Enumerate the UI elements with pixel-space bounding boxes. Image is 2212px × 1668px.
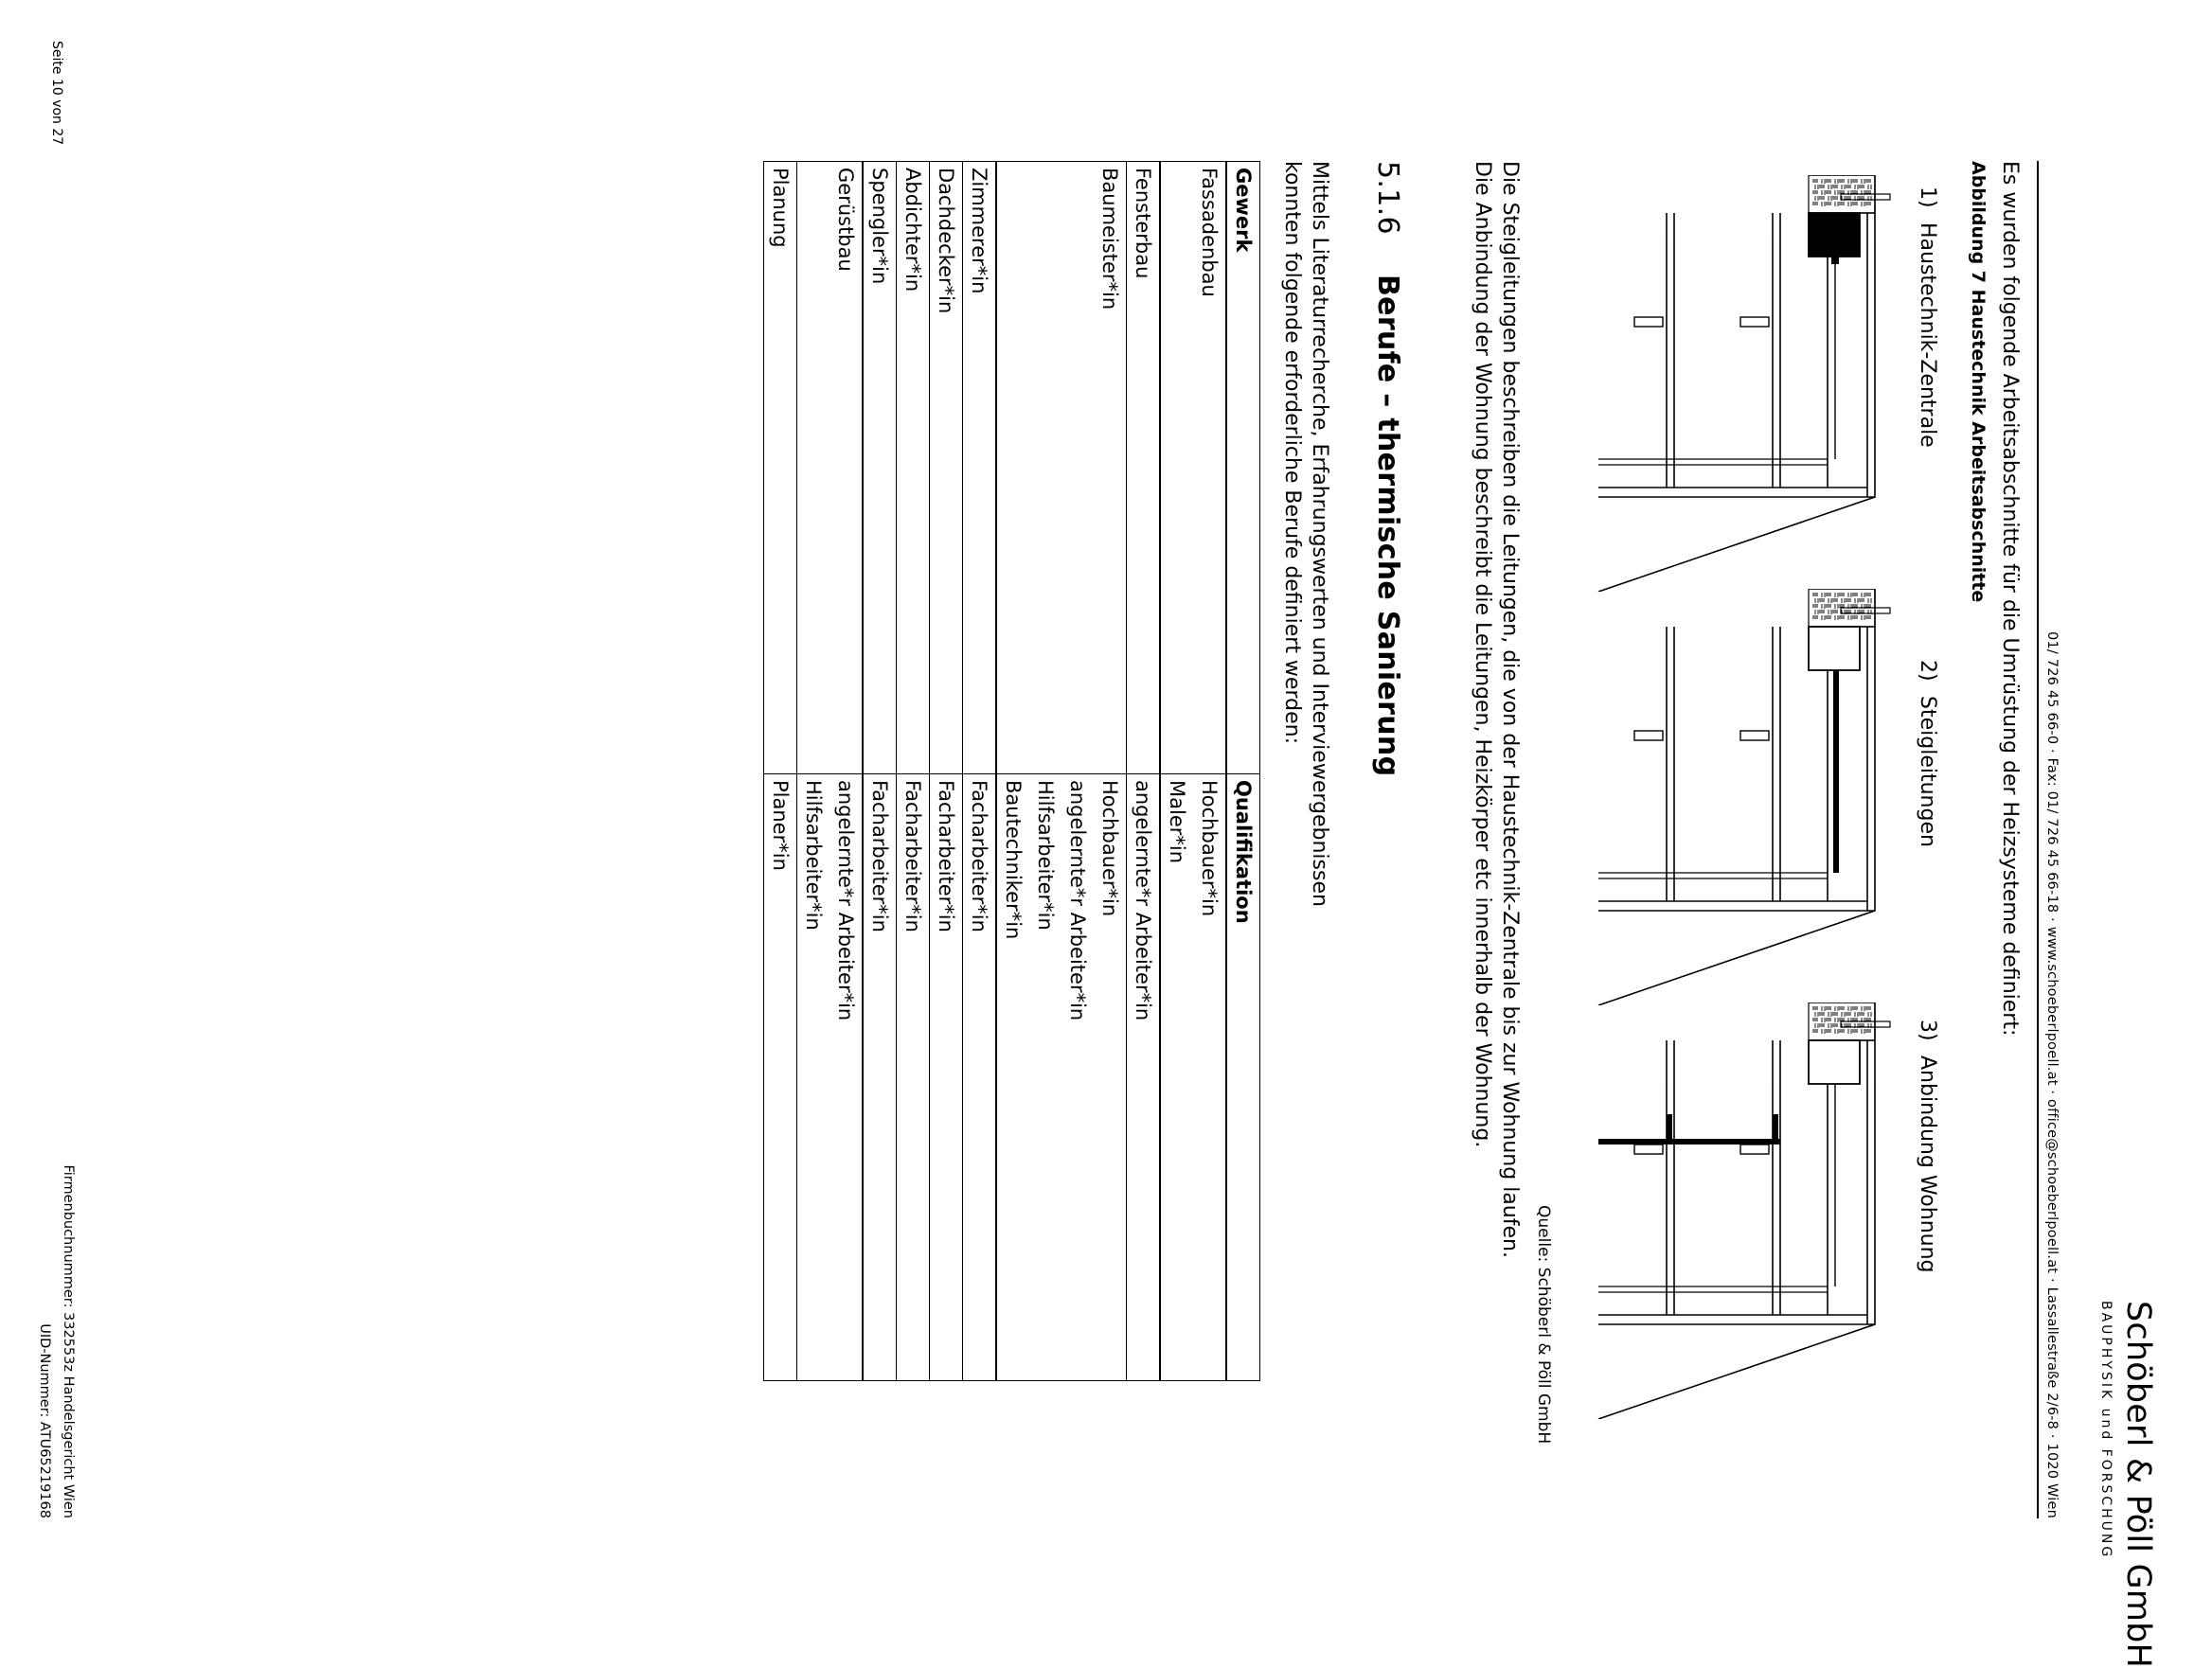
hatch-stroke <box>1842 1012 1845 1017</box>
hatch-stroke <box>1815 1012 1818 1017</box>
riser-outline <box>1598 873 1828 878</box>
qualification-cell: Hilfsarbeiter*in <box>1034 780 1057 931</box>
trade-cell <box>797 162 830 774</box>
figure-caption: Abbildung 7 Haustechnik Arbeitsabschnitte <box>1968 161 1989 603</box>
hatch-stroke <box>1835 593 1838 597</box>
roof-outline <box>1598 213 1875 592</box>
hatch-stroke <box>1819 1024 1825 1026</box>
hatch-stroke <box>1835 190 1838 195</box>
section-intro-paragraph: Mittels Literaturrecherche, Erfahrungswerten und Interviewergebnissen konnten folgende erforderliche Berufe definiert werden: <box>1280 161 1331 907</box>
hatch-stroke <box>1862 179 1864 184</box>
radiator-2-icon <box>1634 1145 1663 1154</box>
hatch-stroke <box>1815 598 1818 603</box>
trade-cell: Abdichter*in <box>897 162 930 774</box>
zentrale-highlight <box>1831 257 1839 264</box>
hatch-stroke <box>1832 197 1838 199</box>
hatch-stroke <box>1835 1018 1838 1022</box>
table-row <box>863 162 897 1381</box>
hatch-stroke <box>1815 1023 1818 1028</box>
trade-cell <box>996 162 1029 774</box>
hatch-stroke <box>1826 191 1831 193</box>
step-3-number: 3) <box>1916 1020 1939 1041</box>
masonry-hatch-icon <box>1812 593 1871 620</box>
radiator-2-icon <box>1634 317 1663 327</box>
page-number: Seite 10 von 27 <box>49 41 64 146</box>
table-row <box>930 162 963 1381</box>
hatch-stroke <box>1832 1013 1838 1015</box>
hatch-stroke <box>1852 594 1858 595</box>
hatch-stroke <box>1848 202 1851 206</box>
hatch-stroke <box>1865 1019 1871 1020</box>
riser-outline <box>1598 459 1828 465</box>
anbindung-branch-1 <box>1773 1114 1778 1143</box>
hatch-stroke <box>1812 203 1818 204</box>
intro-paragraph: Es wurden folgende Arbeitsabschnitte für die Umrüstung der Heizsysteme definiert: <box>1998 161 2022 1037</box>
hatch-stroke <box>1855 185 1858 189</box>
hatch-stroke <box>1848 1029 1851 1034</box>
hatch-stroke <box>1828 1023 1831 1028</box>
header-gewerk: Gewerk <box>1226 162 1260 774</box>
boiler-icon <box>1809 1040 1860 1084</box>
step-1-label: Haustechnik-Zentrale <box>1916 222 1939 448</box>
hatch-stroke <box>1826 180 1831 182</box>
register-line-1: Firmenbuchnummer: 332553z Handelsgericht Wien <box>61 1164 76 1518</box>
hatch-stroke <box>1826 594 1831 595</box>
qualification-cell: Planer*in <box>764 774 797 1381</box>
anbindung-highlight-2 <box>1598 1139 1674 1145</box>
hatch-stroke <box>1859 1013 1864 1015</box>
company-name: Schöberl & Pöll GmbH <box>2119 1301 2157 1668</box>
hatch-stroke <box>1839 605 1845 607</box>
table-row <box>1029 162 1061 1381</box>
hatch-stroke <box>1862 1029 1864 1034</box>
hatch-stroke <box>1812 1019 1818 1020</box>
hatch-stroke <box>1822 1006 1825 1011</box>
hatch-stroke <box>1819 611 1825 612</box>
hatch-stroke <box>1846 1013 1851 1015</box>
hatch-stroke <box>1852 191 1858 193</box>
hatch-stroke <box>1832 1024 1838 1026</box>
hatch-stroke <box>1812 1030 1818 1032</box>
hatch-stroke <box>1842 185 1845 189</box>
table-row <box>897 162 930 1381</box>
hatch-stroke <box>1848 615 1851 620</box>
hatch-stroke <box>1868 185 1871 189</box>
trade-cell: Zimmerer*in <box>963 162 997 774</box>
hatch-stroke <box>1822 179 1825 184</box>
table-row <box>764 162 797 1381</box>
hatch-stroke <box>1839 1030 1845 1032</box>
hatch-stroke <box>1826 605 1831 607</box>
hatch-stroke <box>1822 593 1825 597</box>
hatch-stroke <box>1828 598 1831 603</box>
hatch-stroke <box>1832 611 1838 612</box>
qualification-cell: Facharbeiter*in <box>963 774 997 1381</box>
trade-cell <box>1061 162 1094 774</box>
floor-2 <box>1667 213 1674 488</box>
steigleitung-highlight <box>1833 670 1839 873</box>
header-divider <box>2037 161 2039 1518</box>
hatch-stroke <box>1828 610 1831 614</box>
qualification-cell: Facharbeiter*in <box>930 774 963 1381</box>
hatch-stroke <box>1852 616 1858 618</box>
diagram-steigleitungen <box>1570 589 1894 1005</box>
anbindung-highlight-1 <box>1670 1139 1780 1145</box>
hatch-stroke <box>1865 191 1871 193</box>
masonry-hatch-icon <box>1812 1006 1871 1034</box>
body-paragraph: Die Steigleitungen beschreiben die Leitungen, die von der Haustechnik-Zentrale bis zur Wohnung laufen. Die Anbindung der Wohnung beschreibt die Leitungen, Heizkörper etc innerhalb der Wohnung. <box>1471 161 1522 1258</box>
hatch-stroke <box>1832 599 1838 601</box>
hatch-stroke <box>1852 1007 1858 1009</box>
hatch-stroke <box>1822 190 1825 195</box>
register-line-2: UID-Nummer: ATU65219168 <box>37 1323 52 1518</box>
hatch-stroke <box>1852 605 1858 607</box>
hatch-stroke <box>1822 202 1825 206</box>
hatch-stroke <box>1865 203 1871 204</box>
hatch-stroke <box>1826 203 1831 204</box>
hatch-stroke <box>1822 604 1825 609</box>
table-row <box>1061 162 1094 1381</box>
hatch-stroke <box>1812 191 1818 193</box>
qualification-cell: Hilfsarbeiter*in <box>797 774 830 1381</box>
hatch-stroke <box>1852 1019 1858 1020</box>
radiator-1-icon <box>1740 317 1769 327</box>
step-3 <box>1916 1020 1939 1273</box>
section-heading <box>1371 161 1404 776</box>
hatch-stroke <box>1835 615 1838 620</box>
boiler-icon <box>1809 627 1860 670</box>
section-number: 5.1.6 <box>1371 161 1404 235</box>
hatch-stroke <box>1848 179 1851 184</box>
trade-cell: Planung <box>764 162 797 774</box>
company-logo <box>2098 1301 2157 1668</box>
table-row <box>963 162 997 1381</box>
floor-1 <box>1773 213 1780 488</box>
hatch-stroke <box>1812 180 1818 182</box>
hatch-stroke <box>1812 605 1818 607</box>
table-row <box>797 162 830 1381</box>
trade-cell: Baumeister*in <box>1094 162 1127 774</box>
floor-2 <box>1667 627 1674 901</box>
hatch-stroke <box>1865 1030 1871 1032</box>
trade-cell <box>1029 162 1061 774</box>
hatch-stroke <box>1822 1029 1825 1034</box>
qualification-cell: Hochbauer*in <box>1198 780 1221 917</box>
qualification-cell: Maler*in <box>1160 774 1193 1381</box>
hatch-stroke <box>1855 598 1858 603</box>
hatch-stroke <box>1848 1006 1851 1011</box>
anbindung-branch-2 <box>1667 1114 1672 1143</box>
table-row <box>1193 162 1226 1381</box>
hatch-stroke <box>1846 599 1851 601</box>
step-3-label: Anbindung Wohnung <box>1916 1056 1939 1273</box>
section-title: Berufe – thermische Sanierung <box>1371 275 1404 777</box>
table-row <box>996 162 1029 1381</box>
roof-outline <box>1598 1040 1875 1419</box>
qualification-cell: Bautechniker*in <box>996 774 1029 1381</box>
professions-table <box>763 161 1260 1381</box>
hatch-stroke <box>1826 1030 1831 1032</box>
qualification-cell: angelernte*r Arbeiter*in <box>834 780 857 1021</box>
hatch-stroke <box>1839 191 1845 193</box>
hatch-stroke <box>1862 1006 1864 1011</box>
hatch-stroke <box>1862 593 1864 597</box>
hatch-stroke <box>1852 180 1858 182</box>
hatch-stroke <box>1859 186 1864 187</box>
hatch-stroke <box>1862 615 1864 620</box>
hatch-stroke <box>1846 186 1851 187</box>
riser-outline <box>1598 1286 1828 1292</box>
hatch-stroke <box>1819 1013 1825 1015</box>
masonry-hatch-icon <box>1812 179 1871 206</box>
table-row <box>1127 162 1161 1381</box>
hatch-stroke <box>1868 1012 1871 1017</box>
hatch-stroke <box>1826 1007 1831 1009</box>
diagram-anbindung-wohnung <box>1570 1003 1894 1419</box>
hatch-stroke <box>1852 1030 1858 1032</box>
trade-cell: Fensterbau <box>1127 162 1161 774</box>
hatch-stroke <box>1855 1012 1858 1017</box>
step-2-label: Steigleitungen <box>1916 696 1939 847</box>
hatch-stroke <box>1815 196 1818 201</box>
hatch-stroke <box>1828 196 1831 201</box>
hatch-stroke <box>1865 1007 1871 1009</box>
trade-cell: Spengler*in <box>863 162 897 774</box>
hatch-stroke <box>1828 185 1831 189</box>
hatch-stroke <box>1839 616 1845 618</box>
hatch-stroke <box>1835 1029 1838 1034</box>
hatch-stroke <box>1819 186 1825 187</box>
hatch-stroke <box>1812 616 1818 618</box>
boiler-icon <box>1809 213 1860 257</box>
company-subtitle: BAUPHYSIK und FORSCHUNG <box>2098 1301 2114 1560</box>
hatch-stroke <box>1835 179 1838 184</box>
figure-source: Quelle: Schöberl & Pöll GmbH <box>1534 1205 1553 1445</box>
hatch-stroke <box>1819 197 1825 199</box>
hatch-stroke <box>1812 594 1818 595</box>
floor-1 <box>1773 1040 1780 1315</box>
hatch-stroke <box>1819 599 1825 601</box>
hatch-stroke <box>1826 616 1831 618</box>
trade-cell: Dachdecker*in <box>930 162 963 774</box>
contact-line: 01/ 726 45 66-0 · Fax: 01/ 726 45 66-18 · www.schoeberlpoell.at · office@schoeberlpoell.at · Lassallestraße 2/6-8 · 1020 Wien <box>2044 631 2060 1518</box>
table-row <box>1094 162 1127 1381</box>
trade-cell: Fassadenbau <box>1193 162 1226 774</box>
step-1 <box>1916 186 1939 448</box>
hatch-stroke <box>1828 1012 1831 1017</box>
step-2 <box>1916 660 1939 847</box>
hatch-stroke <box>1859 599 1864 601</box>
hatch-stroke <box>1839 203 1845 204</box>
hatch-stroke <box>1835 604 1838 609</box>
table-header-row <box>1226 162 1260 1381</box>
qualification-cell: Hochbauer*in <box>1098 780 1121 917</box>
trade-cell: Gerüstbau <box>830 162 863 774</box>
hatch-stroke <box>1848 593 1851 597</box>
floor-2 <box>1667 1040 1674 1315</box>
qualification-cell: angelernte*r Arbeiter*in <box>1066 780 1089 1021</box>
hatch-stroke <box>1865 594 1871 595</box>
hatch-stroke <box>1865 616 1871 618</box>
hatch-stroke <box>1832 186 1838 187</box>
company-register <box>32 966 80 1518</box>
qualification-cell: angelernte*r Arbeiter*in <box>1127 774 1161 1381</box>
hatch-stroke <box>1815 185 1818 189</box>
hatch-stroke <box>1839 1007 1845 1009</box>
hatch-stroke <box>1826 1019 1831 1020</box>
hatch-stroke <box>1839 1019 1845 1020</box>
hatch-stroke <box>1862 202 1864 206</box>
hatch-stroke <box>1839 594 1845 595</box>
radiator-1-icon <box>1740 731 1769 740</box>
floor-1 <box>1773 627 1780 901</box>
table-body <box>764 162 1227 1381</box>
step-2-number: 2) <box>1916 660 1939 682</box>
hatch-stroke <box>1822 1018 1825 1022</box>
table-row <box>1160 162 1193 1381</box>
step-1-number: 1) <box>1916 186 1939 208</box>
hatch-stroke <box>1868 598 1871 603</box>
hatch-stroke <box>1842 598 1845 603</box>
hatch-stroke <box>1822 615 1825 620</box>
hatch-stroke <box>1865 605 1871 607</box>
hatch-stroke <box>1835 202 1838 206</box>
hatch-stroke <box>1812 1007 1818 1009</box>
radiator-2-icon <box>1634 731 1663 740</box>
hatch-stroke <box>1865 180 1871 182</box>
diagram-haustechnik-zentrale <box>1570 175 1894 592</box>
hatch-stroke <box>1839 180 1845 182</box>
hatch-stroke <box>1852 203 1858 204</box>
header-qualifikation: Qualifikation <box>1226 774 1260 1381</box>
hatch-stroke <box>1835 1006 1838 1011</box>
trade-cell <box>1160 162 1193 774</box>
table-row <box>830 162 863 1381</box>
hatch-stroke <box>1815 610 1818 614</box>
radiator-1-icon <box>1740 1145 1769 1154</box>
qualification-cell: Facharbeiter*in <box>897 774 930 1381</box>
qualification-cell: Facharbeiter*in <box>863 774 897 1381</box>
